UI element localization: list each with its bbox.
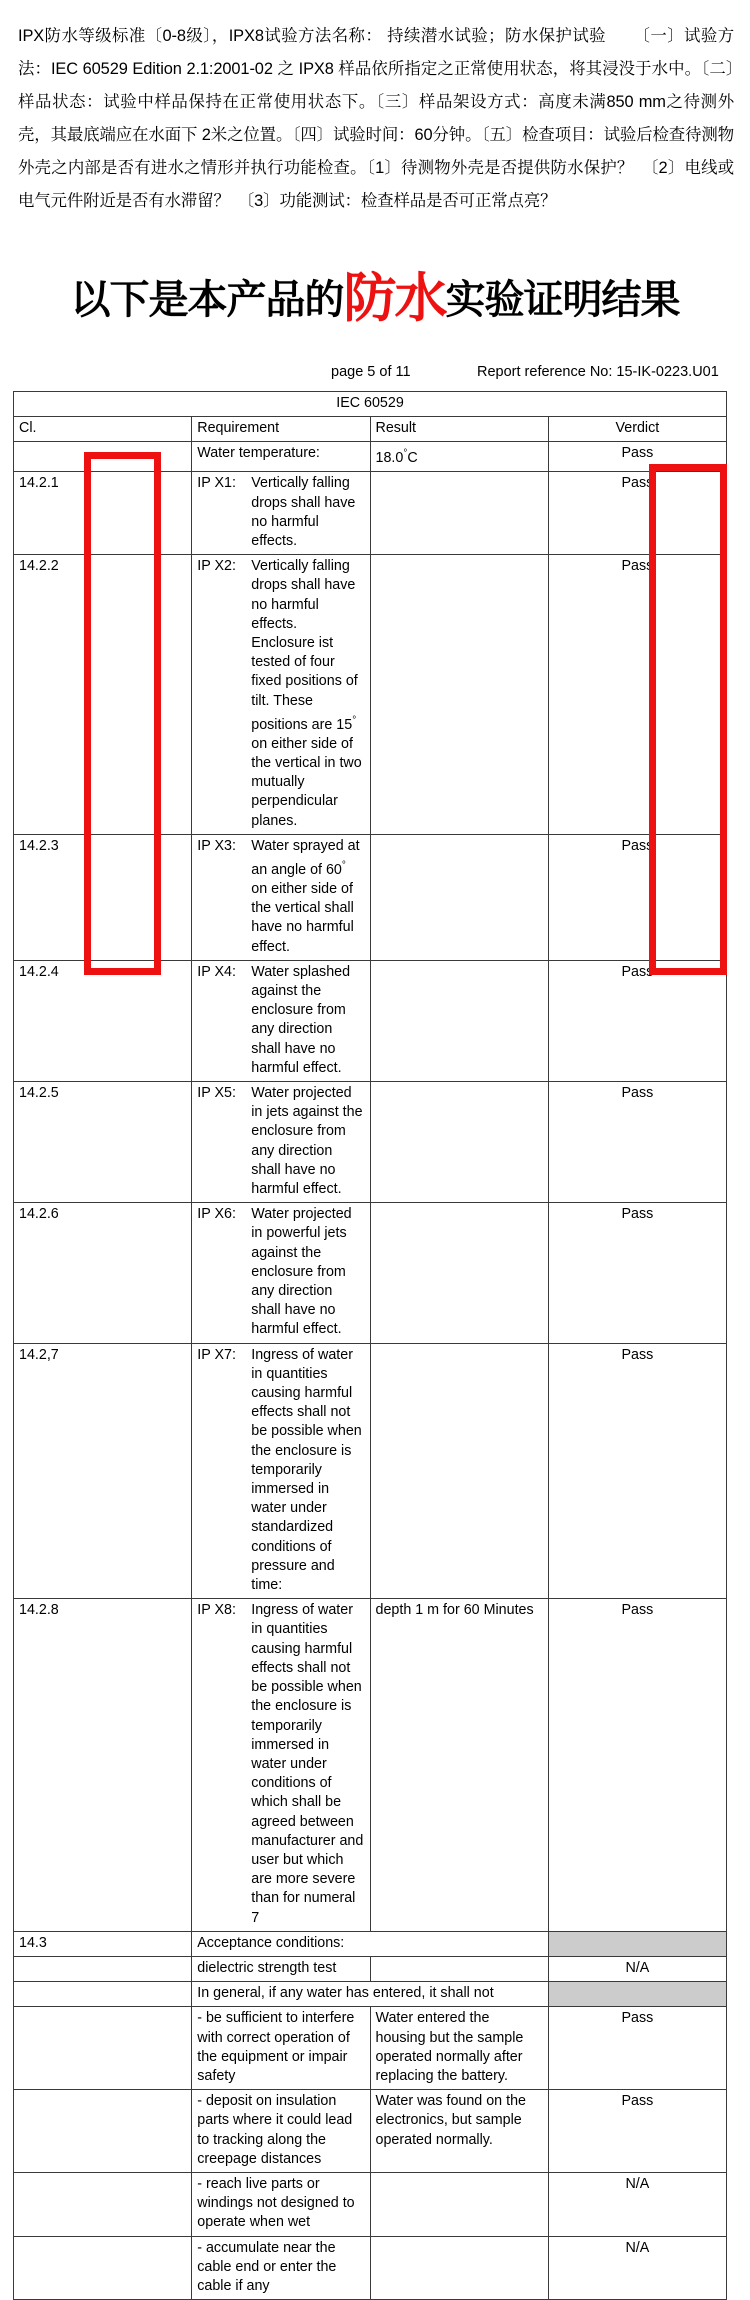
cell-clause: 14.2.4 [14, 960, 192, 1081]
requirement-text: Water splashed against the enclosure from any direction shall have no harmful effect. [251, 963, 351, 1076]
cell-clause [14, 2090, 192, 2173]
table-row [14, 834, 727, 960]
cell-verdict: Pass [548, 1082, 726, 1203]
requirement-text: - accumulate near the cable end or enter the cable if any [197, 2239, 337, 2294]
cell-result: depth 1 m for 60 Minutes [370, 1599, 548, 1931]
requirement-code: IP X5: [197, 1085, 236, 1101]
cell-requirement [192, 1599, 370, 1931]
cell-clause: 14.2.8 [14, 1599, 192, 1931]
cell-clause [14, 1956, 192, 1981]
cell-result [370, 1203, 548, 1343]
cell-verdict: Pass [548, 1203, 726, 1343]
cell-result [370, 2236, 548, 2300]
table-row [14, 1982, 727, 2007]
report-reference: Report reference No: 15-IK-0223.U01 [477, 364, 719, 380]
table-row [14, 1082, 727, 1203]
cell-result: 18.0°C [370, 442, 548, 472]
cell-requirement [192, 960, 370, 1081]
cell-requirement [192, 2007, 370, 2090]
standard-title-cell: IEC 60529 [14, 392, 727, 417]
cell-result [370, 960, 548, 1081]
requirement-text: Water projected in jets against the enclosure from any direction shall have no harmful effect. [251, 1085, 363, 1198]
table-row [14, 1956, 727, 1981]
table-row [14, 1203, 727, 1343]
column-header-requirement: Requirement [192, 417, 370, 442]
cell-requirement [192, 442, 370, 472]
cell-result [370, 834, 548, 960]
table-row [14, 2007, 727, 2090]
cell-requirement [192, 1203, 370, 1343]
cell-verdict: Pass [548, 442, 726, 472]
document-header [13, 364, 727, 388]
table-row [14, 472, 727, 555]
cell-verdict: Pass [548, 2090, 726, 2173]
cell-verdict [548, 1931, 726, 1956]
cell-clause: 14.2.5 [14, 1082, 192, 1203]
cell-requirement [192, 1082, 370, 1203]
requirement-text: - deposit on insulation parts where it could lead to tracking along the creepage distances [197, 2093, 353, 2167]
test-report-table [13, 391, 727, 2300]
cell-result [370, 472, 548, 555]
cell-clause: 14.3 [14, 1931, 192, 1956]
requirement-text: Water projected in powerful jets against the enclosure from any direction shall have no harmful effect. [251, 1206, 352, 1338]
cell-result [370, 555, 548, 835]
requirement-text: Vertically falling drops shall have no harmful effects. Enclosure ist tested of four fixed positions of tilt. These positions are 15° on either side of the vertical in two mutually perpendicular planes. [251, 558, 362, 829]
table-standard-title-row [14, 392, 727, 417]
cell-requirement [192, 2090, 370, 2173]
cell-result [370, 2172, 548, 2236]
table-row [14, 960, 727, 1081]
cell-clause [14, 442, 192, 472]
cell-result: Water was found on the electronics, but sample operated normally. [370, 2090, 548, 2173]
cell-verdict: Pass [548, 1343, 726, 1599]
cell-requirement [192, 834, 370, 960]
intro-paragraph [18, 20, 734, 218]
requirement-code: IP X7: [197, 1346, 236, 1363]
requirement-code: IP X1: [197, 475, 236, 492]
requirement-code: IP X8: [197, 1602, 236, 1619]
cell-requirement [192, 555, 370, 835]
requirement-text: Vertically falling drops shall have no harmful effects. [251, 475, 356, 549]
column-header-verdict: Verdict [548, 417, 726, 442]
table-row [14, 555, 727, 835]
cell-verdict: Pass [548, 2007, 726, 2090]
requirement-text: - reach live parts or windings not designed to operate when wet [197, 2175, 355, 2231]
intro-body: 〔一〕试验方法：IEC 60529 Edition 2.1:2001-02 之 IPX8 样品依所指定之正常使用状态，将其浸没于水中。〔二〕样品状态：试验中样品保持在正常使用状态下。〔三〕样品架设方式：高度未满850 mm之待测外壳，其最底端应在水面下 2米之位置。〔四〕试验时间：60分钟。〔五〕检查项目：试验后检查待测物外壳之内部是否有进水之情形并执行功能检查。〔1〕待测物外壳是否提供防水保护？ 〔2〕电线或电气元件附近是否有水滞留？ 〔3〕功能测试：检查样品是否可正常点亮？ [18, 27, 734, 210]
page-title [0, 269, 750, 328]
page-number: page 5 of 11 [331, 364, 411, 380]
cell-requirement [192, 2172, 370, 2236]
requirement-code: IP X4: [197, 963, 236, 980]
cell-clause [14, 2007, 192, 2090]
cell-clause: 14.2.3 [14, 834, 192, 960]
cell-clause: 14.2.6 [14, 1203, 192, 1343]
requirement-text: Ingress of water in quantities causing harmful effects shall not be possible when the enclosure is temporarily immersed in water under standardized conditions of pressure and time: [251, 1346, 362, 1594]
requirement-text: Water sprayed at an angle of 60° on either side of the vertical shall have no harmful effect. [251, 837, 360, 955]
table-row [14, 1599, 727, 1931]
table-row [14, 2236, 727, 2300]
table-row [14, 1343, 727, 1599]
cell-clause [14, 1982, 192, 2007]
cell-verdict: N/A [548, 2172, 726, 2236]
cell-clause [14, 2236, 192, 2300]
cell-result [370, 1956, 548, 1981]
requirement-text: - be sufficient to interfere with correct operation of the equipment or impair safety [197, 2010, 355, 2084]
cell-clause: 14.2.2 [14, 555, 192, 835]
cell-verdict: N/A [548, 2236, 726, 2300]
column-header-result: Result [370, 417, 548, 442]
cell-result: Water entered the housing but the sample operated normally after replacing the battery. [370, 2007, 548, 2090]
cell-verdict: Pass [548, 472, 726, 555]
cell-requirement [192, 472, 370, 555]
requirement-code: IP X6: [197, 1206, 236, 1223]
headline-prefix: 以下是本产品的 [70, 278, 344, 322]
cell-clause: 14.2.1 [14, 472, 192, 555]
table-row [14, 1931, 727, 1956]
cell-verdict: Pass [548, 555, 726, 835]
requirement-text: dielectric strength test [197, 1959, 337, 1976]
requirement-code: IP X2: [197, 558, 236, 575]
table-body [14, 392, 727, 2300]
column-header-cl: Cl. [14, 417, 192, 442]
cell-clause: 14.2,7 [14, 1343, 192, 1599]
table-row [14, 2090, 727, 2173]
cell-requirement [192, 2236, 370, 2300]
cell-verdict: N/A [548, 1956, 726, 1981]
table-row [14, 2172, 727, 2236]
requirement-code: IP X3: [197, 837, 236, 854]
intro-line-1: IPX防水等级标准〔0-8级〕，IPX8试验方法名称： 持续潜水试验；防水保护试验 [18, 27, 606, 45]
table-row [14, 442, 727, 472]
cell-verdict [548, 1982, 726, 2007]
requirement-text: In general, if any water has entered, it shall not [197, 1985, 494, 2002]
cell-result [370, 1343, 548, 1599]
requirement-text: Ingress of water in quantities causing harmful effects shall not be possible when the enclosure is temporarily immersed in water under conditions of which shall be agreed between manufacturer and user but which are more severe than for numeral 7 [251, 1602, 364, 1926]
headline-suffix: 实验证明结果 [445, 278, 680, 322]
cell-requirement [192, 1982, 549, 2007]
cell-clause [14, 2172, 192, 2236]
cell-verdict: Pass [548, 834, 726, 960]
cell-verdict: Pass [548, 960, 726, 1081]
requirement-text: Water temperature: [197, 445, 320, 462]
headline-emphasis: 防水 [343, 269, 446, 328]
cell-verdict: Pass [548, 1599, 726, 1931]
cell-requirement [192, 1343, 370, 1599]
cell-requirement [192, 1931, 549, 1956]
cell-requirement [192, 1956, 370, 1981]
cell-result [370, 1082, 548, 1203]
requirement-text: Acceptance conditions: [197, 1934, 345, 1951]
table-header-row [14, 417, 727, 442]
